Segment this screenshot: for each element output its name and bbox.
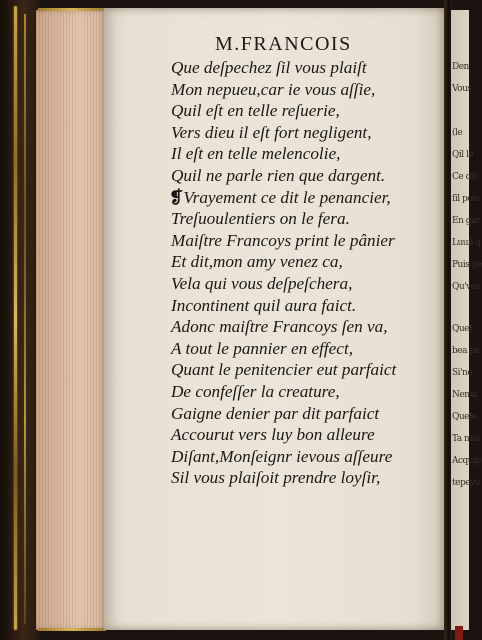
verse-line: Il eſt en telle melencolie, (171, 144, 341, 164)
right-page-text: Ta mai (452, 434, 480, 444)
verse-line: Quant le penitencier eut parfaict (171, 360, 397, 380)
right-page-text: Si'no (452, 368, 473, 378)
verse-line: A tout le pannier en effect, (171, 338, 354, 358)
verse-line: Diſant,Monſeignr ievous aſſeure (171, 446, 393, 466)
pilcrow-icon: ❡ (169, 187, 184, 207)
right-page-text: bea pa (452, 346, 480, 356)
verse-line: Quil ne parle rien que dargent. (171, 165, 386, 185)
ribbon-bookmark (455, 626, 463, 640)
verse-line: Incontinent quil aura faict. (171, 295, 357, 315)
verse-line: Que deſpechez ſil vous plaiſt (171, 58, 367, 77)
verse-line: Vela qui vous deſpeſchera, (171, 273, 353, 293)
right-page-text: Luuil q (452, 238, 481, 248)
right-page-text: Puis pe (452, 260, 482, 270)
verse-line: Mon nepueu,car ie vous aſſie, (171, 79, 376, 99)
right-page-fragment (451, 10, 482, 630)
gilt-page-edge-bottom (38, 628, 106, 631)
running-header: M.FRANCOIS (215, 33, 352, 55)
verse-line: Quil eſt en telle reſuerie, (171, 101, 340, 121)
right-page-text: tepeyu (452, 478, 480, 488)
right-page-text: Acquip (452, 456, 481, 466)
gilt-border-inner (24, 14, 26, 624)
verse-line: Maiſtre Francoys print le pânier (171, 230, 395, 250)
right-page-text: (le (452, 128, 463, 138)
gilt-page-edge-top (38, 8, 106, 11)
gilt-border (14, 6, 17, 630)
verse-line: Et dit,mon amy venez ca, (171, 252, 343, 272)
right-page-text: Qil le (452, 150, 474, 160)
page-edges (36, 10, 108, 630)
verse-line: Sil vous plaiſoit prendre loyſir, (171, 468, 381, 488)
right-page-text: Vous (452, 84, 472, 94)
book-binding (0, 0, 40, 640)
verse-line: De confeſſer la creature, (171, 381, 340, 401)
right-page-text: Den (452, 62, 469, 72)
right-page-text: Qu'vou (452, 282, 481, 292)
right-page-text: Quele (452, 412, 477, 422)
verse-line: Treſuoulentiers on le fera. (171, 209, 350, 229)
right-page-text: Quel (452, 324, 472, 334)
verse-line: Adonc maiſtre Francoys ſen va, (171, 317, 388, 337)
verse-line: Gaigne denier par dit parfaict (171, 403, 380, 423)
verse-line: Accourut vers luy bon alleure (171, 425, 375, 445)
right-page-text: Ce dit (452, 172, 477, 182)
verse-block (171, 57, 441, 489)
right-page-text: En gar (452, 216, 480, 226)
right-page-text: ſil pois (452, 194, 479, 204)
verse-line (169, 187, 441, 209)
right-page-text: Nenai (452, 390, 477, 400)
verse-line-text: Vrayement ce dit le penancier, (183, 187, 391, 207)
verse-line: Vers dieu il eſt fort negligent, (171, 122, 372, 142)
